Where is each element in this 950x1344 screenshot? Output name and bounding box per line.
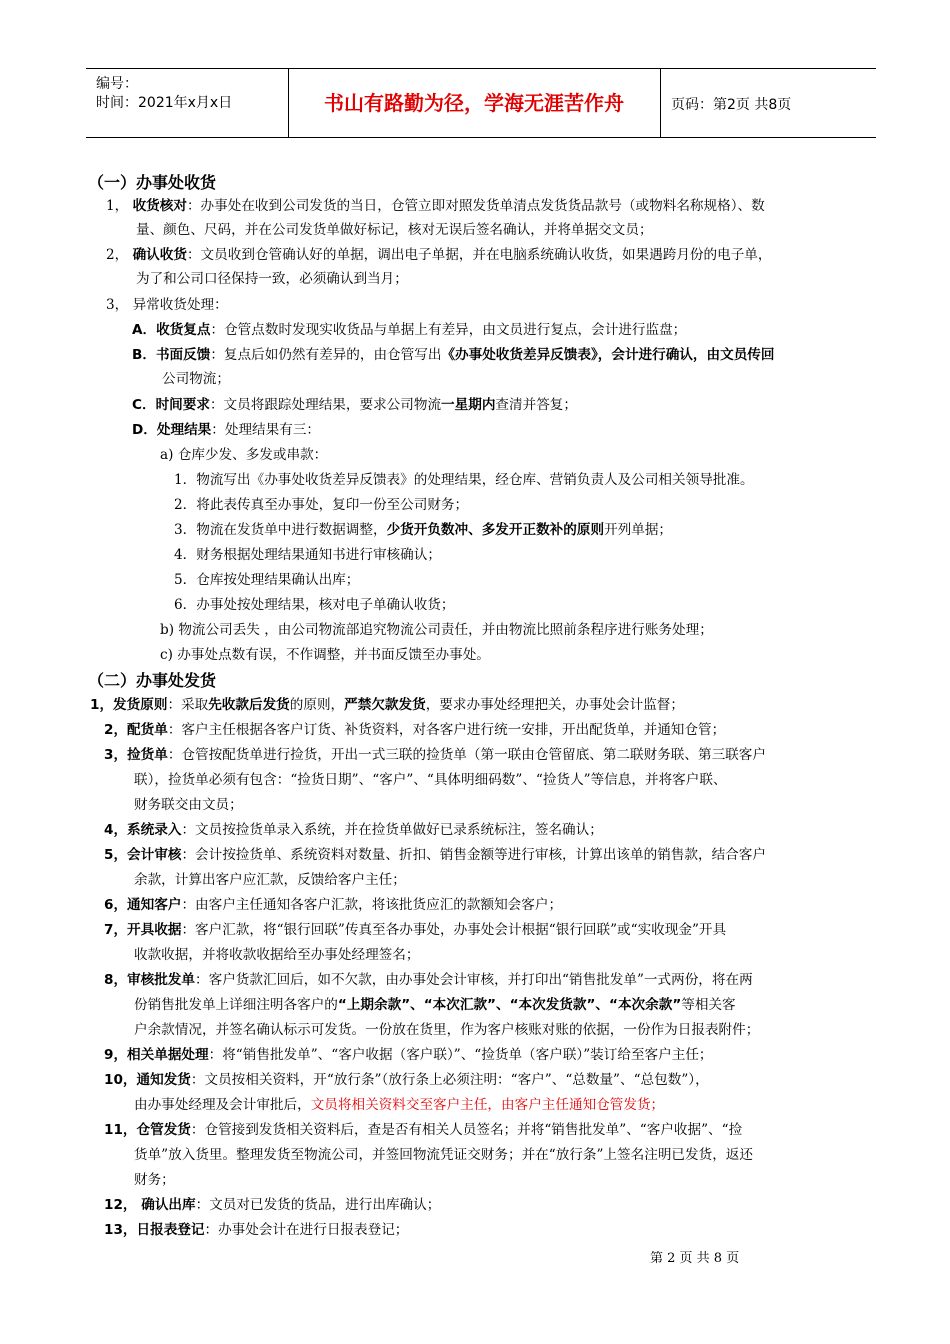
highlighted-instruction: 文员将相关资料交至客户主任，由客户主任通知仓管发货； [310,1097,665,1113]
header-motto: 书山有路勤为径，学海无涯苦作舟 [324,91,624,115]
list-item-continuation: 份销售批发单上详细注明各客户的“上期余款”、“本次汇款”、“本次发货款”、“本次余款”等相关客 [134,997,736,1013]
list-item: 7，开具收据：客户汇款，将“银行回联”传真至各办事处，办事处会计根据“银行回联”或“实收现金”开具 [104,922,727,938]
list-item-continuation: 余款，计算出客户应汇款，反馈给客户主任； [134,872,406,888]
list-item: 3，捡货单：仓管按配货单进行捡货，开出一式三联的捡货单（第一联由仓管留底、第二联财务联、第三联客户 [104,747,766,763]
page-header [86,68,876,138]
list-item: 3， 异常收货处理： [106,297,228,313]
sub-item: A．收货复点：仓管点数时发现实收货品与单据上有差异，由文员进行复点，会计进行监盘； [132,322,687,338]
result-step: 1．物流写出《办事处收货差异反馈表》的处理结果，经仓库、营销负责人及公司相关领导批准。 [174,472,754,488]
section-title-receiving: （一）办事处收货 [88,173,217,192]
list-item-continuation: 收款收据，并将收款收据给至办事处经理签名； [134,947,420,963]
list-item: 5，会计审核：会计按捡货单、系统资料对数量、折扣、销售金额等进行审核，计算出该单的销售款，结合客户 [104,847,766,863]
section-title-shipping: （二）办事处发货 [88,671,217,690]
list-item: 1， 收货核对：办事处在收到公司发货的当日，仓管立即对照发货单清点发货货品款号（或物料名称规格）、数 [106,198,765,214]
result-step: 2．将此表传真至办事处，复印一份至公司财务； [174,497,469,513]
page-footer: 第 2 页 共 8 页 [650,1251,740,1266]
header-divider [660,69,661,137]
list-item: 6，通知客户：由客户主任通知各客户汇款，将该批货应汇的款额知会客户； [104,897,563,913]
result-step: 5．仓库按处理结果确认出库； [174,572,360,588]
list-item: 9，相关单据处理：将“销售批发单”、“客户收据（客户联）”、“捡货单（客户联）”装订给至客户主任； [104,1047,713,1063]
number-label: 编号： [96,76,138,92]
list-item: 2， 确认收货：文员收到仓管确认好的单据，调出电子单据，并在电脑系统确认收货，如果遇跨月份的电子单， [106,247,772,263]
result-item: b) 物流公司丢失 ，由公司物流部追究物流公司责任，并由物流比照前条程序进行账务处理； [160,622,713,638]
list-item-continuation: 户余款情况，并签名确认标示可发货。一份放在货里，作为客户核账对账的依据，一份作为日报表附件； [134,1022,760,1038]
sub-item: B．书面反馈：复点后如仍然有差异的，由仓管写出《办事处收货差异反馈表》，会计进行确认，由文员传回 [132,347,775,363]
page-label: 页码：第2页 共8页 [671,97,792,113]
result-item: c) 办事处点数有误，不作调整，并书面反馈至办事处。 [160,647,490,663]
sub-item-continuation: 公司物流； [162,371,230,387]
list-item-continuation: 财务联交由文员； [134,797,243,813]
result-step: 4．财务根据处理结果通知书进行审核确认； [174,547,441,563]
list-item-continuation: 货单”放入货里。整理发货至物流公司，并签回物流凭证交财务；并在“放行条”上签名注明已发货，返还 [134,1147,753,1163]
list-item: 1，发货原则：采取先收款后发货的原则，严禁欠款发货，要求办事处经理把关，办事处会计监督； [90,697,684,713]
list-item: 11，仓管发货：仓管接到发货相关资料后，查是否有相关人员签名；并将“销售批发单”、“客户收据”、“捡 [104,1122,743,1138]
result-item: a) 仓库少发、多发或串款： [160,447,328,463]
list-item-continuation: 由办事处经理及会计审批后，文员将相关资料交至客户主任，由客户主任通知仓管发货； [134,1097,665,1113]
list-item: 4，系统录入：文员按捡货单录入系统，并在捡货单做好已录系统标注，签名确认； [104,822,603,838]
result-step: 3．物流在发货单中进行数据调整，少货开负数冲、多发开正数补的原则开列单据； [174,522,673,538]
list-item-continuation: 联），捡货单必须有包含：“捡货日期”、“客户”、“具体明细码数”、“捡货人”等信息，并将客户联、 [134,772,727,788]
list-item-continuation: 财务； [134,1172,175,1188]
time-label: 时间：2021年x月x日 [96,95,233,111]
list-item: 13，日报表登记：办事处会计在进行日报表登记； [104,1222,409,1238]
result-step: 6．办事处按处理结果，核对电子单确认收货； [174,597,455,613]
list-item: 10，通知发货：文员按相关资料，开“放行条”（放行条上必须注明：“客户”、“总数量”、“总包数”）， [104,1072,709,1088]
list-item-continuation: 量、颜色、尺码，并在公司发货单做好标记，核对无误后签名确认，并将单据交文员； [136,222,653,238]
list-item-continuation: 为了和公司口径保持一致，必须确认到当月； [136,271,408,287]
list-item: 8，审核批发单：客户货款汇回后，如不欠款，由办事处会计审核，并打印出“销售批发单”一式两份，将在两 [104,972,753,988]
sub-item: D．处理结果：处理结果有三： [132,422,321,438]
sub-item: C．时间要求：文员将跟踪处理结果，要求公司物流一星期内查清并答复； [132,397,577,413]
list-item: 12， 确认出库：文员对已发货的货品，进行出库确认； [104,1197,441,1213]
list-item: 2，配货单：客户主任根据各客户订货、补货资料，对各客户进行统一安排，开出配货单，并通知仓管； [104,722,726,738]
